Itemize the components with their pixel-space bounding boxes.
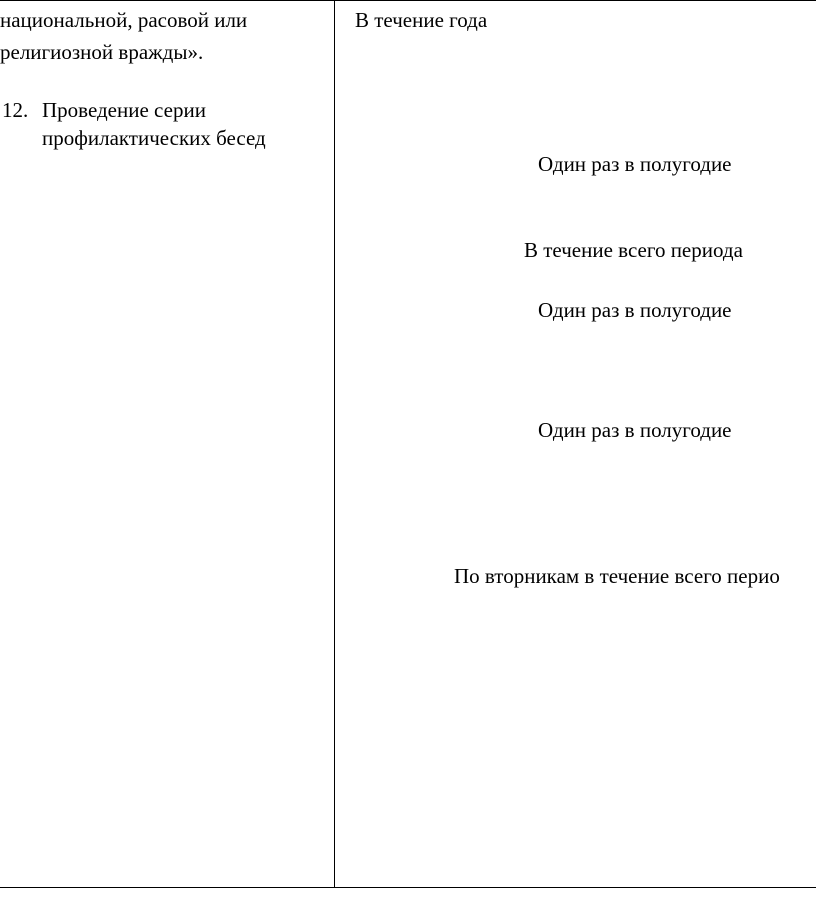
schedule-text: По вторникам в течение всего перио — [454, 564, 780, 588]
item-text-line: Проведение серии — [42, 98, 206, 122]
column-divider — [334, 0, 335, 888]
table-bottom-border — [0, 887, 816, 888]
left-text-line: национальной, расовой или — [0, 8, 248, 32]
table-top-border — [0, 0, 816, 1]
left-text-line: религиозной вражды». — [0, 40, 204, 64]
item-text-line: профилактических бесед — [42, 126, 266, 150]
schedule-text: В течение всего периода — [524, 238, 743, 262]
schedule-text: Один раз в полугодие — [538, 298, 732, 322]
schedule-text: В течение года — [355, 8, 488, 32]
schedule-text: Один раз в полугодие — [538, 152, 732, 176]
item-number: 12. — [2, 98, 29, 122]
schedule-text: Один раз в полугодие — [538, 418, 732, 442]
